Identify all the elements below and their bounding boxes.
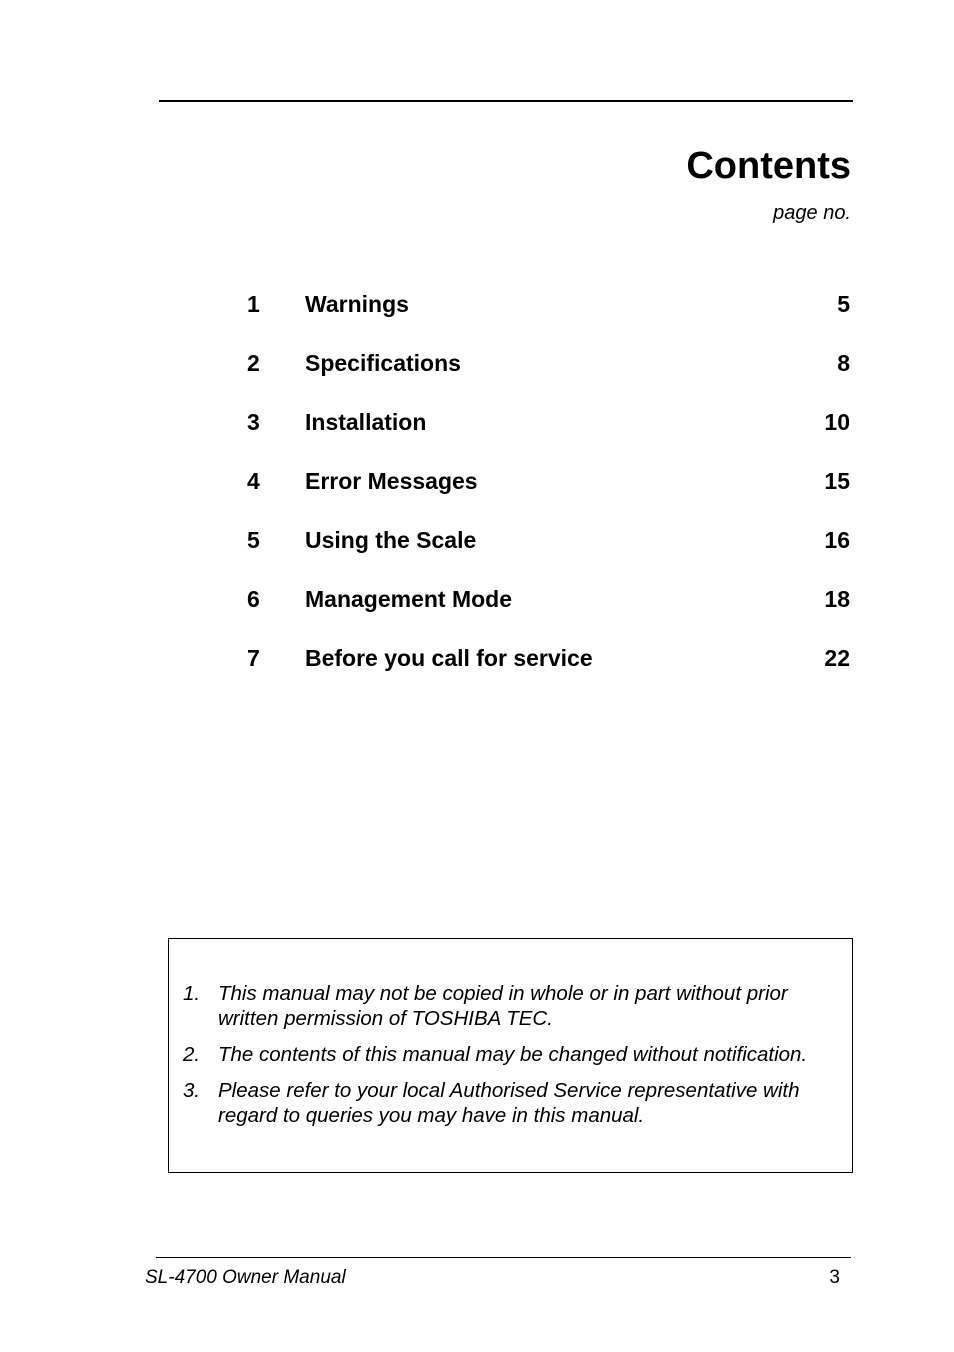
toc-entry-page: 18	[824, 586, 850, 612]
footer-rule	[156, 1257, 851, 1258]
toc-entry-page: 15	[824, 468, 850, 494]
toc-entry-number: 2	[247, 350, 260, 376]
toc-entry-using-the-scale[interactable]	[247, 524, 850, 583]
footer-manual-title: SL-4700 Owner Manual	[145, 1267, 346, 1288]
notice-item	[183, 1042, 848, 1067]
toc-entry-installation[interactable]	[247, 406, 850, 465]
notice-item-number: 3.	[183, 1079, 201, 1102]
toc-entry-error-messages[interactable]	[247, 465, 850, 524]
toc-entry-number: 4	[247, 468, 260, 494]
page-title: Contents	[686, 145, 851, 187]
notice-item-number: 1.	[183, 982, 201, 1005]
notice-list	[183, 981, 848, 1139]
footer-page-number: 3	[829, 1267, 840, 1288]
toc-entry-management-mode[interactable]	[247, 583, 850, 642]
notice-item-text: The contents of this manual may be changed without notification.	[218, 1043, 808, 1066]
toc-entry-page: 22	[824, 645, 850, 671]
toc-entry-before-you-call[interactable]	[247, 642, 850, 701]
toc-entry-page: 5	[837, 291, 850, 317]
toc-entry-page: 16	[824, 527, 850, 553]
toc-entry-page: 10	[824, 409, 850, 435]
toc-entry-number: 3	[247, 409, 260, 435]
notice-item-text: This manual may not be copied in whole or in part without prior written permission of TOSHIBA TEC.	[218, 982, 788, 1030]
toc-entry-number: 1	[247, 291, 260, 317]
toc-entry-title: Before you call for service	[305, 645, 593, 671]
toc-entry-title: Error Messages	[305, 468, 478, 494]
toc-entry-title: Specifications	[305, 350, 461, 376]
toc-entry-title: Warnings	[305, 291, 409, 317]
toc-entry-warnings[interactable]	[247, 288, 850, 347]
toc-entry-title: Installation	[305, 409, 427, 435]
toc-entry-page: 8	[837, 350, 850, 376]
notice-item-text: Please refer to your local Authorised Service representative with regard to queries you may have in this manual.	[218, 1079, 800, 1127]
toc-entry-number: 5	[247, 527, 260, 553]
notice-item	[183, 1078, 848, 1128]
copyright-notice-box	[168, 938, 853, 1173]
toc-entry-title: Using the Scale	[305, 527, 477, 553]
toc-entry-number: 6	[247, 586, 260, 612]
toc-entry-number: 7	[247, 645, 260, 671]
top-rule	[159, 100, 853, 102]
notice-item-number: 2.	[183, 1043, 201, 1066]
notice-item	[183, 981, 848, 1031]
toc-entry-title: Management Mode	[305, 586, 513, 612]
page-no-label: page no.	[773, 202, 851, 224]
table-of-contents	[247, 288, 850, 701]
toc-entry-specifications[interactable]	[247, 347, 850, 406]
